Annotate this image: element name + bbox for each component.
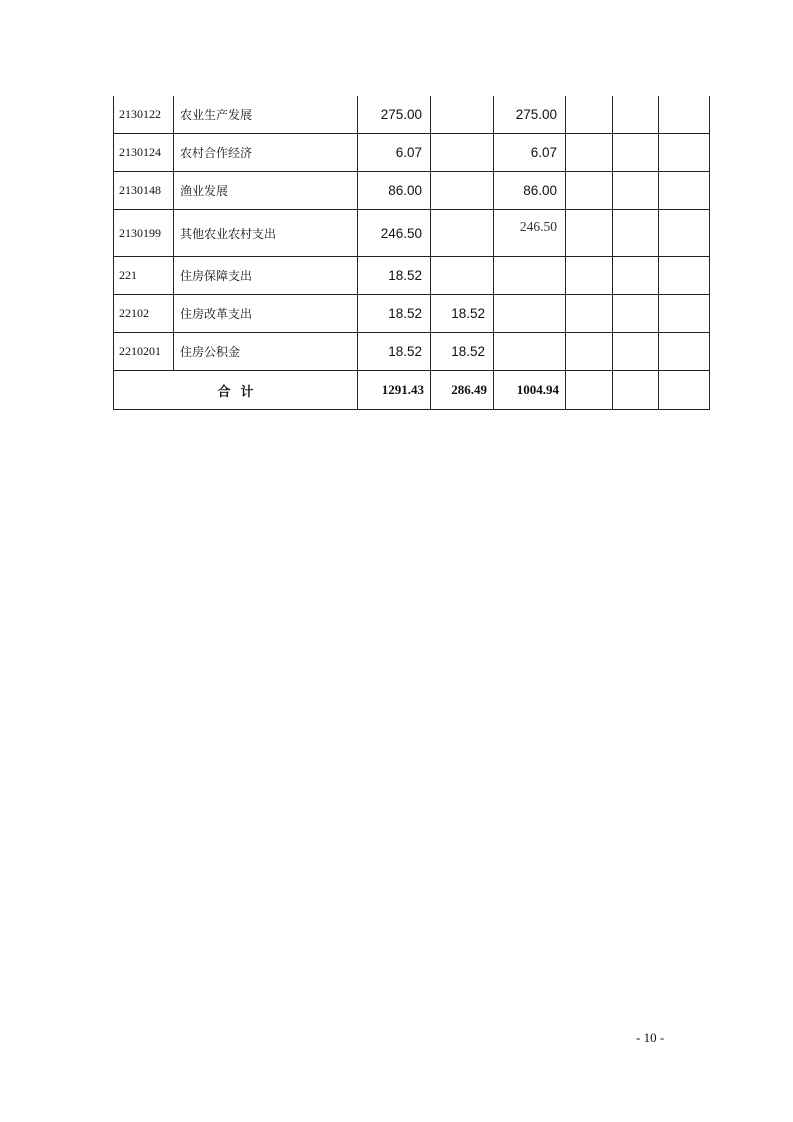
empty-cell bbox=[659, 333, 710, 371]
empty-cell bbox=[659, 96, 710, 134]
grand-total-amount: 1291.43 bbox=[358, 371, 431, 410]
subject-name: 住房改革支出 bbox=[174, 295, 358, 333]
subject-name: 渔业发展 bbox=[174, 172, 358, 210]
empty-cell bbox=[613, 134, 659, 172]
total-amount: 86.00 bbox=[358, 172, 431, 210]
empty-cell bbox=[659, 134, 710, 172]
project-amount: 6.07 bbox=[494, 134, 566, 172]
empty-cell bbox=[613, 371, 659, 410]
empty-cell bbox=[613, 210, 659, 257]
page-number: - 10 - bbox=[636, 1030, 665, 1045]
basic-amount bbox=[431, 172, 494, 210]
project-amount bbox=[494, 295, 566, 333]
empty-cell bbox=[613, 96, 659, 134]
table-row bbox=[114, 333, 710, 371]
subject-code: 2130199 bbox=[114, 210, 174, 257]
grand-basic-amount: 286.49 bbox=[431, 371, 494, 410]
empty-cell bbox=[659, 210, 710, 257]
empty-cell bbox=[566, 295, 613, 333]
empty-cell bbox=[613, 257, 659, 295]
project-amount bbox=[494, 333, 566, 371]
grand-project-amount: 1004.94 bbox=[494, 371, 566, 410]
total-amount: 18.52 bbox=[358, 295, 431, 333]
table-row bbox=[114, 295, 710, 333]
project-amount: 275.00 bbox=[494, 96, 566, 134]
budget-table bbox=[113, 96, 710, 410]
empty-cell bbox=[659, 257, 710, 295]
total-amount: 18.52 bbox=[358, 333, 431, 371]
table-row bbox=[114, 172, 710, 210]
basic-amount bbox=[431, 96, 494, 134]
total-amount: 275.00 bbox=[358, 96, 431, 134]
subject-code: 22102 bbox=[114, 295, 174, 333]
total-label: 合计 bbox=[114, 371, 358, 410]
empty-cell bbox=[659, 172, 710, 210]
empty-cell bbox=[566, 134, 613, 172]
table-row bbox=[114, 134, 710, 172]
subject-name: 农业生产发展 bbox=[174, 96, 358, 134]
basic-amount bbox=[431, 134, 494, 172]
empty-cell bbox=[659, 371, 710, 410]
project-amount: 246.50 bbox=[494, 210, 566, 257]
empty-cell bbox=[566, 333, 613, 371]
budget-table-container bbox=[113, 96, 709, 410]
project-amount bbox=[494, 257, 566, 295]
empty-cell bbox=[566, 172, 613, 210]
subject-code: 2130122 bbox=[114, 96, 174, 134]
total-amount: 18.52 bbox=[358, 257, 431, 295]
subject-code: 221 bbox=[114, 257, 174, 295]
basic-amount bbox=[431, 257, 494, 295]
empty-cell bbox=[566, 96, 613, 134]
basic-amount: 18.52 bbox=[431, 295, 494, 333]
empty-cell bbox=[613, 172, 659, 210]
subject-name: 住房保障支出 bbox=[174, 257, 358, 295]
subject-code: 2130124 bbox=[114, 134, 174, 172]
empty-cell bbox=[613, 333, 659, 371]
subject-code: 2210201 bbox=[114, 333, 174, 371]
subject-name: 住房公积金 bbox=[174, 333, 358, 371]
subject-name: 农村合作经济 bbox=[174, 134, 358, 172]
table-row bbox=[114, 210, 710, 257]
table-row bbox=[114, 96, 710, 134]
total-amount: 6.07 bbox=[358, 134, 431, 172]
project-amount: 86.00 bbox=[494, 172, 566, 210]
subject-name: 其他农业农村支出 bbox=[174, 210, 358, 257]
basic-amount bbox=[431, 210, 494, 257]
empty-cell bbox=[566, 257, 613, 295]
empty-cell bbox=[613, 295, 659, 333]
empty-cell bbox=[659, 295, 710, 333]
table-row bbox=[114, 257, 710, 295]
empty-cell bbox=[566, 371, 613, 410]
basic-amount: 18.52 bbox=[431, 333, 494, 371]
subject-code: 2130148 bbox=[114, 172, 174, 210]
total-row bbox=[114, 371, 710, 410]
empty-cell bbox=[566, 210, 613, 257]
total-amount: 246.50 bbox=[358, 210, 431, 257]
